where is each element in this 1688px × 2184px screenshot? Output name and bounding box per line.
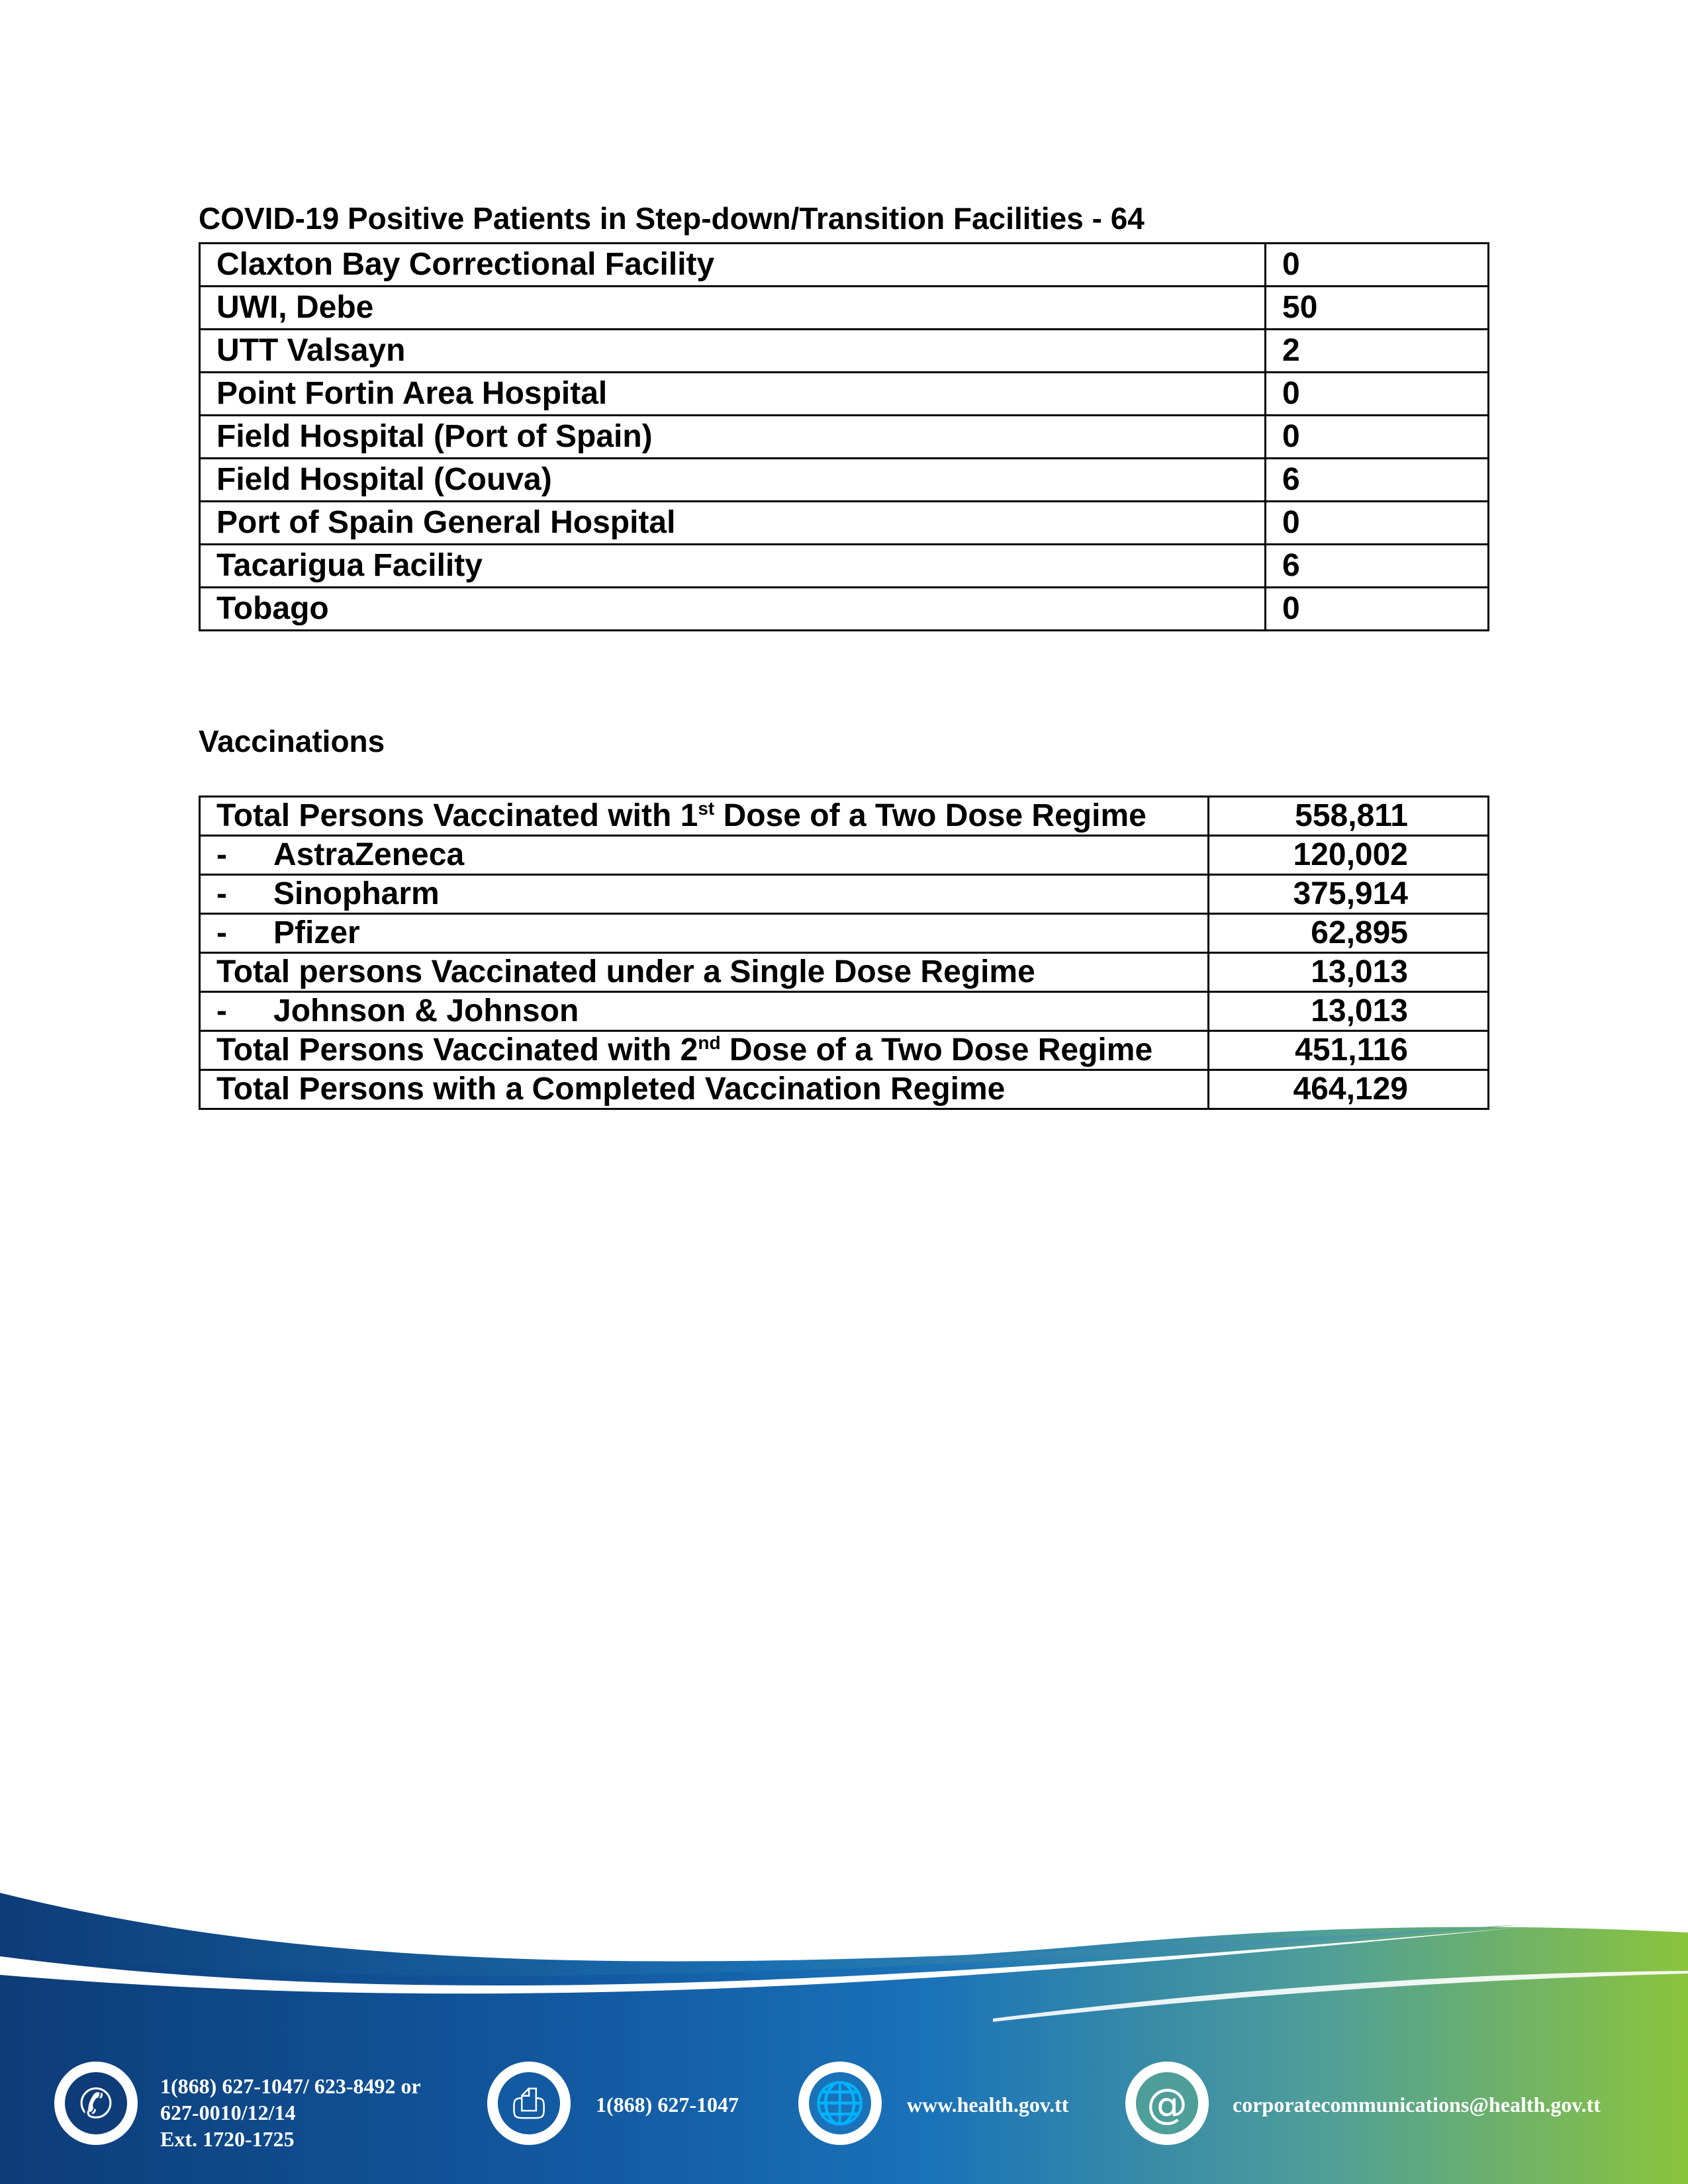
facility-name: Port of Spain General Hospital: [200, 502, 1266, 545]
facility-count: 50: [1266, 287, 1489, 330]
facility-count: 0: [1266, 502, 1489, 545]
vaccination-count: 451,116: [1209, 1031, 1489, 1070]
table-row: [200, 502, 1489, 545]
facility-count: 0: [1266, 244, 1489, 287]
facility-count: 6: [1266, 459, 1489, 502]
table-row: [200, 797, 1489, 836]
table-row: [200, 992, 1489, 1031]
vaccination-count: 558,811: [1209, 797, 1489, 836]
facility-name: Tacarigua Facility: [200, 545, 1266, 588]
phone-line: 1(868) 627-1047/ 623-8492 or: [160, 2074, 421, 2098]
vaccination-label: [200, 875, 1209, 914]
vaccination-count: 120,002: [1209, 836, 1489, 875]
table-row: [200, 416, 1489, 459]
phone-line: Ext. 1720-1725: [160, 2127, 295, 2151]
facility-count: 0: [1266, 588, 1489, 631]
label-text: Sinopharm: [273, 876, 440, 911]
table-row: [200, 287, 1489, 330]
website-link[interactable]: www.health.gov.tt: [907, 2093, 1069, 2116]
label-text: AstraZeneca: [273, 837, 465, 872]
fax-icon: ⎙: [487, 2062, 571, 2145]
phone-line: 627-0010/12/14: [160, 2101, 296, 2124]
table-row: [200, 1070, 1489, 1109]
vaccination-label: Total Persons with a Completed Vaccination Regime: [200, 1070, 1209, 1109]
facility-name: UTT Valsayn: [200, 330, 1266, 373]
globe-icon: 🌐: [798, 2062, 882, 2145]
table-row: [200, 459, 1489, 502]
table-row: [200, 373, 1489, 416]
vaccination-label: [200, 797, 1209, 836]
facility-count: 2: [1266, 330, 1489, 373]
facility-name: Claxton Bay Correctional Facility: [200, 244, 1266, 287]
facility-count: 6: [1266, 545, 1489, 588]
bullet-dash: -: [216, 915, 227, 950]
label-text: Total Persons Vaccinated with 1: [216, 798, 698, 833]
facility-count: 0: [1266, 373, 1489, 416]
fax-number: 1(868) 627-1047: [596, 2093, 739, 2116]
ordinal-suffix: nd: [698, 1032, 721, 1053]
vaccination-label: [200, 1031, 1209, 1070]
label-text: Dose of a Two Dose Regime: [720, 1032, 1153, 1068]
vaccination-count: 13,013: [1209, 992, 1489, 1031]
vaccination-count: 13,013: [1209, 953, 1489, 992]
email-link[interactable]: corporatecommunications@health.gov.tt: [1233, 2093, 1601, 2116]
label-text: Johnson & Johnson: [273, 993, 579, 1028]
table-row: [200, 875, 1489, 914]
vaccination-count: 464,129: [1209, 1070, 1489, 1109]
vaccination-count: 375,914: [1209, 875, 1489, 914]
label-text: Pfizer: [273, 915, 360, 950]
facilities-title: COVID-19 Positive Patients in Step-down/Transition Facilities - 64: [199, 201, 1145, 236]
ordinal-suffix: st: [698, 798, 715, 819]
vaccination-label: [200, 914, 1209, 953]
table-row: [200, 1031, 1489, 1070]
table-row: [200, 914, 1489, 953]
table-row: [200, 953, 1489, 992]
bullet-dash: -: [216, 876, 227, 911]
at-icon: @: [1125, 2062, 1209, 2145]
vaccination-count: 62,895: [1209, 914, 1489, 953]
table-row: [200, 244, 1489, 287]
footer: [0, 1893, 1688, 2184]
table-row: [200, 545, 1489, 588]
label-text: Dose of a Two Dose Regime: [714, 798, 1147, 833]
facility-name: Field Hospital (Couva): [200, 459, 1266, 502]
vaccination-label: [200, 992, 1209, 1031]
table-row: [200, 330, 1489, 373]
vaccinations-heading: Vaccinations: [199, 724, 385, 758]
facility-name: Point Fortin Area Hospital: [200, 373, 1266, 416]
bullet-dash: -: [216, 837, 227, 872]
facility-count: 0: [1266, 416, 1489, 459]
bullet-dash: -: [216, 993, 227, 1028]
vaccination-label: [200, 836, 1209, 875]
facility-name: UWI, Debe: [200, 287, 1266, 330]
facility-name: Field Hospital (Port of Spain): [200, 416, 1266, 459]
phone-numbers: [160, 2073, 421, 2152]
label-text: Total Persons Vaccinated with 2: [216, 1032, 698, 1068]
table-row: [200, 588, 1489, 631]
table-row: [200, 836, 1489, 875]
facilities-table: [199, 242, 1489, 631]
vaccination-label: Total persons Vaccinated under a Single Dose Regime: [200, 953, 1209, 992]
facility-name: Tobago: [200, 588, 1266, 631]
phone-icon: ✆: [54, 2062, 138, 2145]
vaccinations-table: [199, 796, 1489, 1110]
